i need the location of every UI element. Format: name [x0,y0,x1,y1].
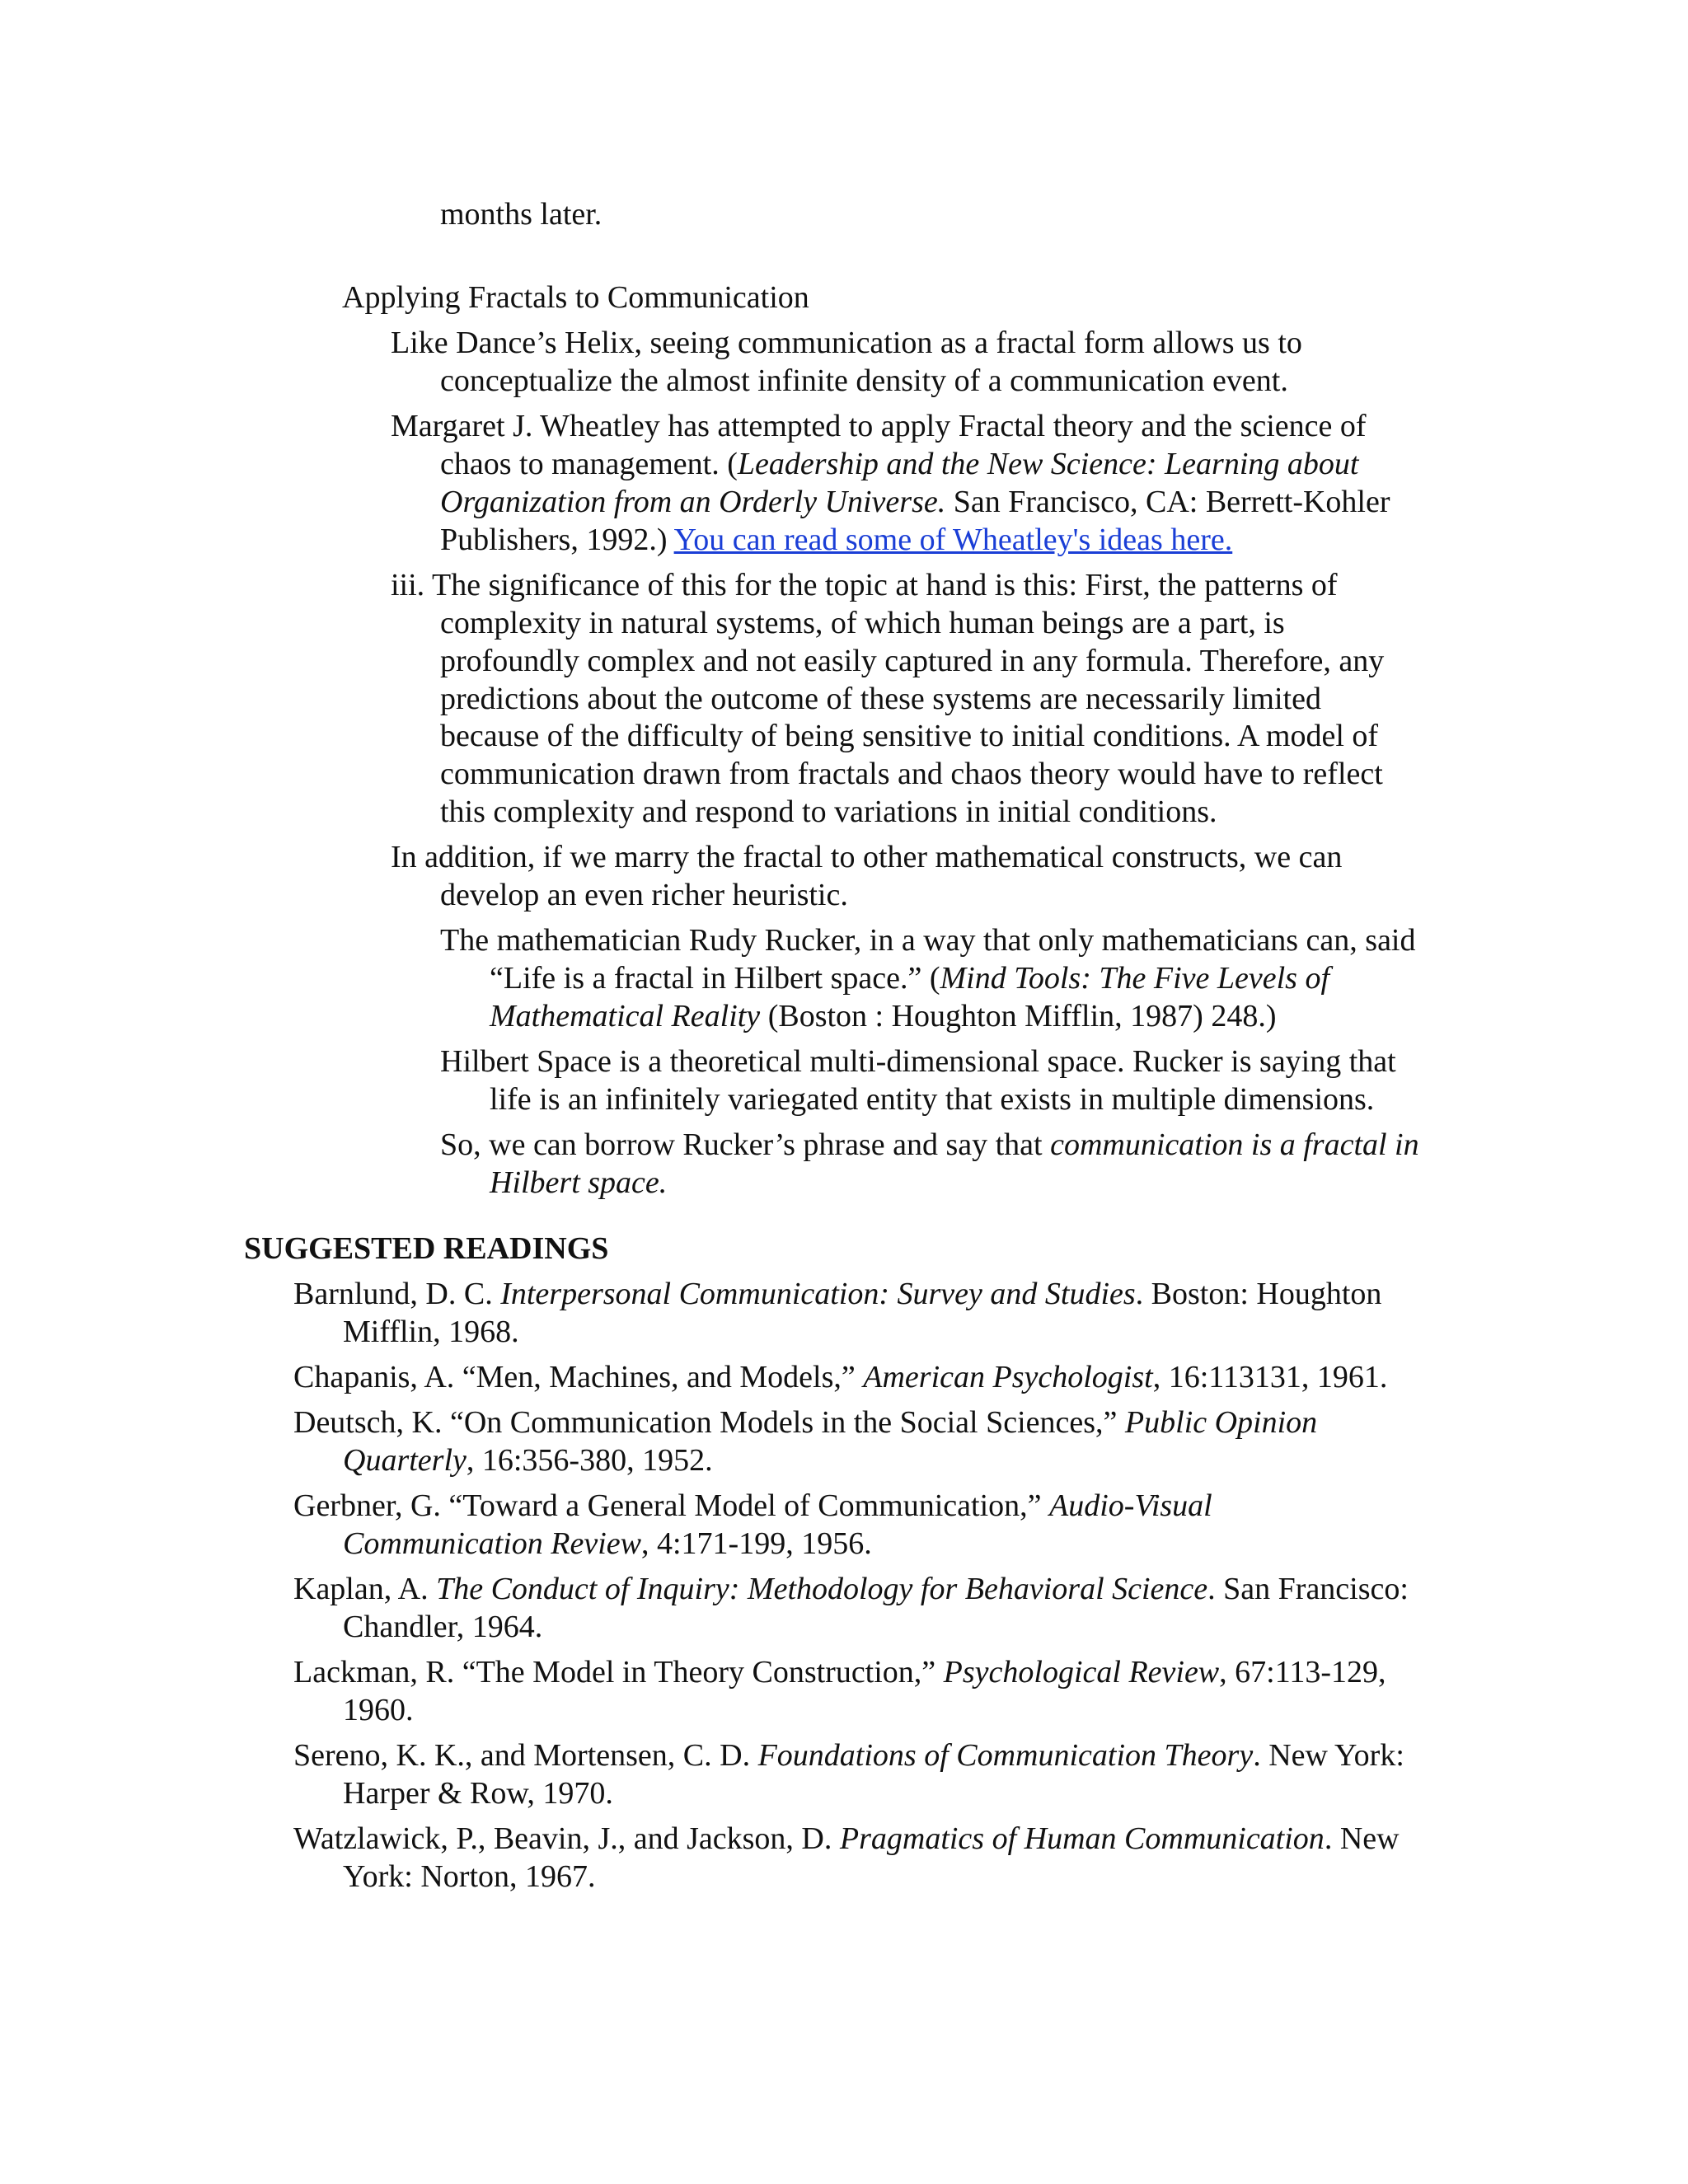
emphasis: communication is a fractal in [1050,1127,1419,1162]
text-line [490,997,1276,1035]
section-subheading: Applying Fractals to Communication [342,280,809,315]
text-span: Kaplan, A. [293,1572,437,1606]
text-line [293,1404,1317,1441]
text-span: . New [1324,1821,1400,1856]
text-line [293,1653,1386,1691]
text-line: complexity in natural systems, of which human beings are a part, is [440,606,1285,640]
text-line: profoundly complex and not easily captured in any formula. Therefore, any [440,644,1385,678]
emphasis: Hilbert space. [490,1165,668,1200]
text-line [293,1487,1212,1525]
text-line: predictions about the outcome of these systems are necessarily limited [440,682,1321,716]
text-span: . San Francisco: [1207,1572,1409,1606]
text-span: , 4:171-199, 1956. [640,1526,872,1561]
text-line [440,483,1390,521]
text-line: because of the difficulty of being sensitive to initial conditions. A model of [440,719,1379,753]
text-span: “Life is a fractal in Hilbert space.” ( [490,961,940,996]
journal-title: Public Opinion [1124,1405,1318,1440]
text-span: , 67:113-129, [1219,1655,1386,1690]
text-line [343,1525,872,1563]
text-span: (Boston : Houghton Mifflin, 1987) 248.) [760,999,1277,1033]
book-title: Organization from an Orderly Universe. [440,485,946,519]
book-title: Foundations of Communication Theory [757,1738,1254,1773]
text-span: So, we can borrow Rucker’s phrase and say that [440,1127,1051,1162]
book-title: Pragmatics of Human Communication [839,1821,1325,1856]
book-title: The Conduct of Inquiry: Methodology for Behavioral Science [436,1572,1208,1606]
text-line [440,1126,1419,1164]
text-line: Like Dance’s Helix, seeing communication as a fractal form allows us to [391,326,1302,360]
text-span: Chapanis, A. “Men, Machines, and Models,” [293,1360,864,1394]
text-span: . New York: [1253,1738,1404,1773]
book-title: Leadership and the New Science: Learning about [737,447,1359,481]
text-line: conceptualize the almost infinite density of a communication event. [440,363,1288,398]
text-line [293,1358,1387,1396]
text-span: Lackman, R. “The Model in Theory Construction,” [293,1655,944,1690]
text-span: Watzlawick, P., Beavin, J., and Jackson, D. [293,1821,840,1856]
text-line [293,1570,1409,1608]
book-title: Mathematical Reality [490,999,761,1033]
book-title: Interpersonal Communication: Survey and Studies [500,1277,1136,1311]
text-line [490,1164,667,1202]
text-line: Mifflin, 1968. [343,1315,519,1349]
text-line [293,1275,1381,1313]
text-line: Harper & Row, 1970. [343,1776,613,1811]
text-line: this complexity and respond to variations in initial conditions. [440,794,1217,829]
text-span: , 16:113131, 1961. [1152,1360,1388,1394]
text-line [440,445,1358,483]
journal-title: Audio-Visual [1049,1488,1212,1523]
journal-title: American Psychologist [863,1360,1153,1394]
suggested-readings-heading: SUGGESTED READINGS [244,1231,609,1266]
book-title: Mind Tools: The Five Levels of [940,961,1329,996]
text-line: 1960. [343,1693,414,1727]
text-line [490,959,1329,997]
text-line: Hilbert Space is a theoretical multi-dimensional space. Rucker is saying that [440,1044,1396,1079]
text-span: Gerbner, G. “Toward a General Model of Communication,” [293,1488,1050,1523]
text-line: In addition, if we marry the fractal to other mathematical constructs, we can [391,840,1343,874]
text-line: develop an even richer heuristic. [440,878,848,912]
text-line [343,1441,713,1479]
text-span: . Boston: Houghton [1135,1277,1382,1311]
text-span: Deutsch, K. “On Communication Models in the Social Sciences,” [293,1405,1125,1440]
text-span: Barnlund, D. C. [293,1277,501,1311]
text-line: The mathematician Rudy Rucker, in a way that only mathematicians can, said [440,923,1416,958]
text-line: Chandler, 1964. [343,1610,543,1644]
text-span: chaos to management. ( [440,447,738,481]
text-span: San Francisco, CA: Berrett-Kohler [945,485,1390,519]
text-line: communication drawn from fractals and chaos theory would have to reflect [440,757,1383,791]
text-line: iii. The significance of this for the topic at hand is this: First, the patterns of [391,568,1338,602]
text-line [293,1736,1404,1774]
text-line [440,521,1232,559]
text-span: Publishers, 1992.) [440,523,674,557]
text-span: Sereno, K. K., and Mortensen, C. D. [293,1738,758,1773]
text-line [293,1820,1400,1858]
text-line: life is an infinitely variegated entity that exists in multiple dimensions. [490,1082,1375,1117]
text-line: months later. [440,197,603,232]
journal-title: Communication Review [343,1526,641,1561]
wheatley-ideas-link[interactable]: You can read some of Wheatley's ideas here. [673,523,1233,557]
journal-title: Quarterly [343,1443,467,1478]
text-span: , 16:356-380, 1952. [466,1443,713,1478]
text-line: York: Norton, 1967. [343,1859,596,1894]
text-line: Margaret J. Wheatley has attempted to apply Fractal theory and the science of [391,409,1367,443]
journal-title: Psychological Review [943,1655,1220,1690]
